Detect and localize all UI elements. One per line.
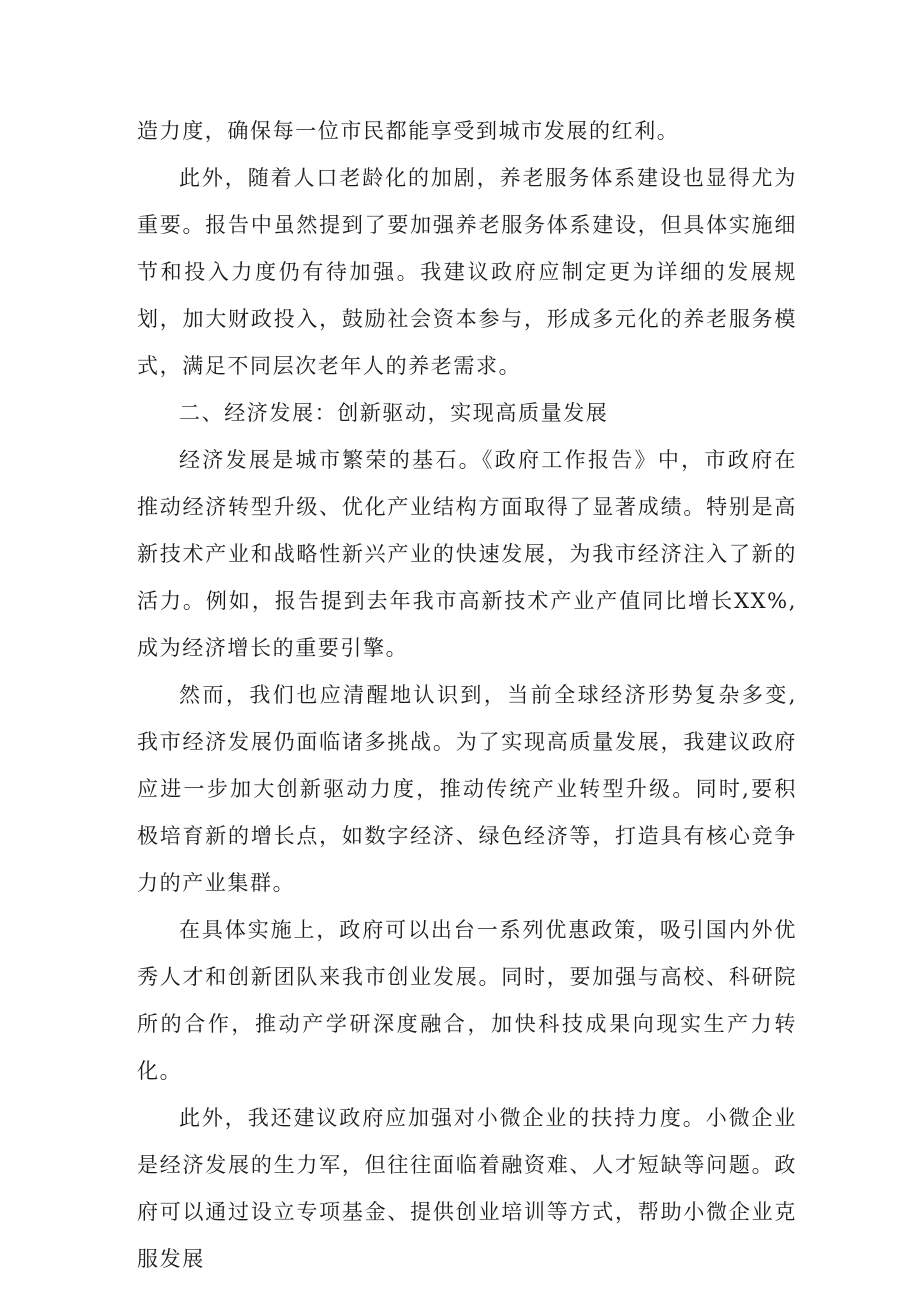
paragraph-continuation: 造力度，确保每一位市民都能享受到城市发展的红利。 <box>137 119 680 143</box>
paragraph-economic-achievements: 经济发展是城市繁荣的基石。《政府工作报告》中，市政府在推动经济转型升级、优化产业结构方面取得了显著成绩。特别是高新技术产业和战略性新兴产业的快速发展，为我市经济注入了新的活力。例如，报告提到去年我市高新技术产业产值同比增长XX%,成为经济增长的重要引擎。 <box>137 448 797 660</box>
document-body <box>137 108 797 1283</box>
paragraph-small-business: 此外，我还建议政府应加强对小微企业的扶持力度。小微企业是经济发展的生力军，但往往面临着融资难、人才短缺等问题。政府可以通过设立专项基金、提供创业培训等方式，帮助小微企业克服发展 <box>137 1106 797 1271</box>
paragraph-economic-challenges: 然而，我们也应清醒地认识到，当前全球经济形势复杂多变,我市经济发展仍面临诸多挑战。为了实现高质量发展，我建议政府应进一步加大创新驱动力度，推动传统产业转型升级。同时,要积极培育新的增长点，如数字经济、绿色经济等，打造具有核心竞争力的产业集群。 <box>137 683 797 895</box>
paragraph-elderly-care: 此外，随着人口老龄化的加剧，养老服务体系建设也显得尤为重要。报告中虽然提到了要加强养老服务体系建设，但具体实施细节和投入力度仍有待加强。我建议政府应制定更为详细的发展规划，加大财政投入，鼓励社会资本参与，形成多元化的养老服务模式，满足不同层次老年人的养老需求。 <box>137 166 797 378</box>
section-heading-economy: 二、经济发展：创新驱动，实现高质量发展 <box>179 401 609 425</box>
paragraph-implementation: 在具体实施上，政府可以出台一系列优惠政策，吸引国内外优秀人才和创新团队来我市创业发展。同时，要加强与高校、科研院所的合作，推动产学研深度融合，加快科技成果向现实生产力转化。 <box>137 918 797 1083</box>
